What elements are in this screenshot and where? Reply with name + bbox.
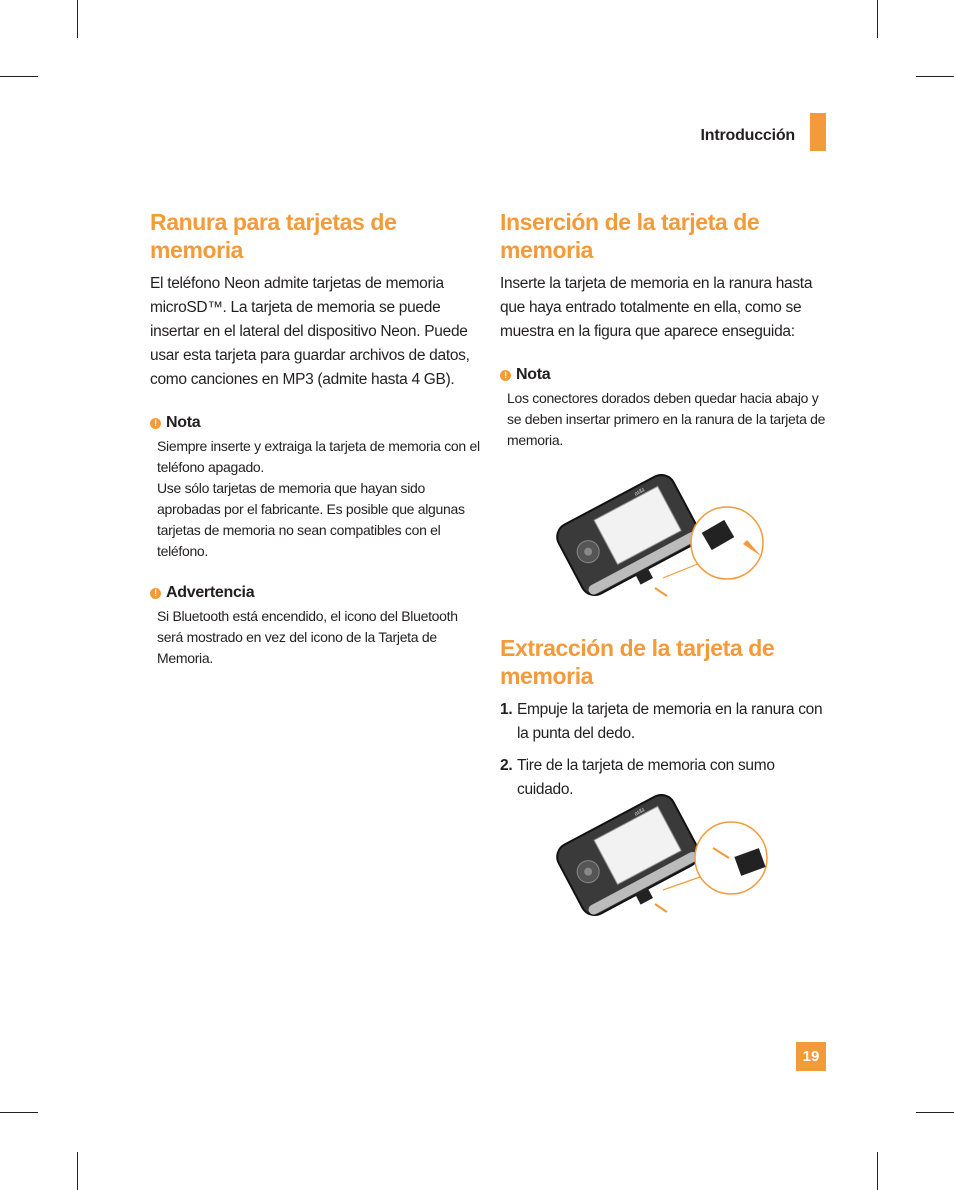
info-icon: ! xyxy=(150,418,161,429)
removal-steps xyxy=(500,698,830,802)
warning-icon: ! xyxy=(150,588,161,599)
note-text-2: Use sólo tarjetas de memoria que hayan sido aprobadas por el fabricante. Es posible que algunas tarjetas de memoria no sean compatibles con el teléfono. xyxy=(157,480,465,559)
list-item xyxy=(500,698,830,746)
step-text: Empuje la tarjeta de memoria en la ranura con la punta del dedo. xyxy=(517,701,823,742)
crop-mark xyxy=(0,76,38,77)
step-number: 2. xyxy=(500,757,513,774)
note-header xyxy=(150,414,480,432)
crop-mark xyxy=(0,1112,38,1113)
warning-label: Advertencia xyxy=(166,584,255,601)
note-label: Nota xyxy=(166,414,201,431)
removal-section xyxy=(500,634,830,810)
note-header xyxy=(500,366,830,384)
crop-mark xyxy=(77,1152,78,1190)
insert-card-text: Inserte la tarjeta de memoria en la ranura hasta que haya entrado totalmente en ella, como se muestra en la figura que aparece enseguida: xyxy=(500,275,813,340)
remove-card-illustration xyxy=(555,790,775,920)
info-icon: ! xyxy=(500,370,511,381)
note-text-1: Siempre inserte y extraiga la tarjeta de memoria con el teléfono apagado. xyxy=(157,438,480,475)
insert-card-heading: Inserción de la tarjeta de memoria xyxy=(500,209,760,263)
note-label: Nota xyxy=(516,366,551,383)
crop-mark xyxy=(877,1152,878,1190)
page-number: 19 xyxy=(796,1042,826,1071)
memory-slot-heading: Ranura para tarjetas de memoria xyxy=(150,209,397,263)
right-column xyxy=(500,208,830,451)
detail-callout xyxy=(691,507,763,579)
left-column xyxy=(150,208,480,669)
warning-text: Si Bluetooth está encendido, el icono del Bluetooth será mostrado en vez del icono de la Tarjeta de Memoria. xyxy=(157,608,458,666)
crop-mark xyxy=(916,1112,954,1113)
note-text: Los conectores dorados deben quedar hacia abajo y se deben insertar primero en la ranura de la tarjeta de memoria. xyxy=(507,390,826,448)
crop-mark xyxy=(877,0,878,38)
remove-card-heading: Extracción de la tarjeta de memoria xyxy=(500,635,775,689)
brand-label: at&t xyxy=(633,807,646,818)
step-number: 1. xyxy=(500,701,513,718)
insert-arrow-icon xyxy=(655,588,667,596)
warning-header xyxy=(150,584,480,602)
section-tab-marker xyxy=(810,113,826,151)
crop-mark xyxy=(916,76,954,77)
remove-arrow-icon xyxy=(655,904,667,912)
memory-slot-intro: El teléfono Neon admite tarjetas de memoria microSD™. La tarjeta de memoria se puede insertar en el lateral del dispositivo Neon. Puede usar esta tarjeta para guardar archivos de datos, como canciones en MP3 (admite hasta 4 GB). xyxy=(150,275,470,388)
step-text: Tire de la tarjeta de memoria con sumo cuidado. xyxy=(517,757,775,798)
crop-mark xyxy=(77,0,78,38)
brand-label: at&t xyxy=(633,487,646,498)
insert-card-illustration xyxy=(555,470,775,610)
section-title: Introducción xyxy=(700,127,795,144)
